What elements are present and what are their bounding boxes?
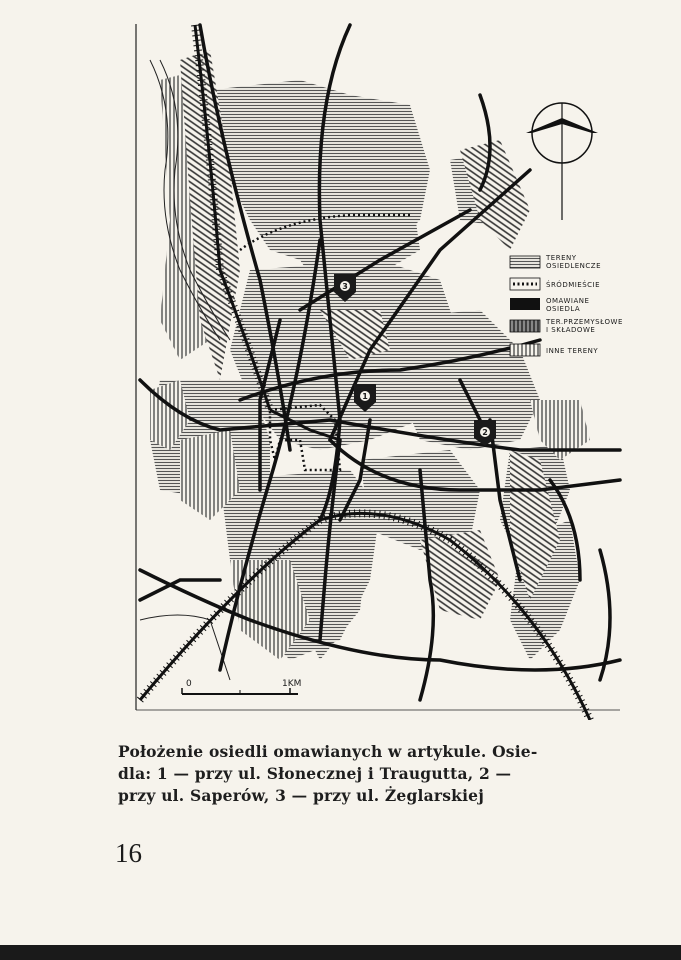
svg-text:ŚRÓDMIEŚCIE: ŚRÓDMIEŚCIE <box>546 281 601 289</box>
legend-item-other <box>510 344 598 356</box>
map-caption <box>118 741 628 807</box>
svg-text:TER.PRZEMYSŁOWE: TER.PRZEMYSŁOWE <box>546 318 623 326</box>
city-map <box>120 20 640 720</box>
svg-text:OSIEDLA: OSIEDLA <box>546 305 581 313</box>
scale-bar <box>182 679 301 694</box>
scan-edge <box>0 945 681 960</box>
map-legend <box>510 254 623 356</box>
caption-line: przy ul. Saperów, 3 — przy ul. Żeglarskiej <box>118 786 485 805</box>
marker-label: 1 <box>362 392 368 401</box>
caption-line: Położenie osiedli omawianych w artykule. Osie- <box>118 742 538 761</box>
legend-item-residential <box>510 254 601 270</box>
marker-label: 2 <box>482 428 488 437</box>
svg-text:TERENY: TERENY <box>546 254 577 262</box>
svg-text:1KM: 1KM <box>282 679 302 689</box>
legend-item-industrial <box>510 318 623 334</box>
svg-text:0: 0 <box>186 679 192 689</box>
svg-text:OSIEDLENCZE: OSIEDLENCZE <box>546 262 601 270</box>
legend-item-downtown <box>510 278 600 290</box>
caption-line: dla: 1 — przy ul. Słonecznej i Traugutta, 2 — <box>118 764 512 783</box>
svg-text:INNE TERENY: INNE TERENY <box>546 347 599 355</box>
svg-text:OMAWIANE: OMAWIANE <box>546 297 590 305</box>
legend-item-discussed <box>510 297 589 313</box>
marker-label: 3 <box>342 282 348 291</box>
north-arrow-icon <box>526 103 598 220</box>
page-number: 16 <box>115 838 142 868</box>
svg-text:I SKŁADOWE: I SKŁADOWE <box>546 326 596 334</box>
